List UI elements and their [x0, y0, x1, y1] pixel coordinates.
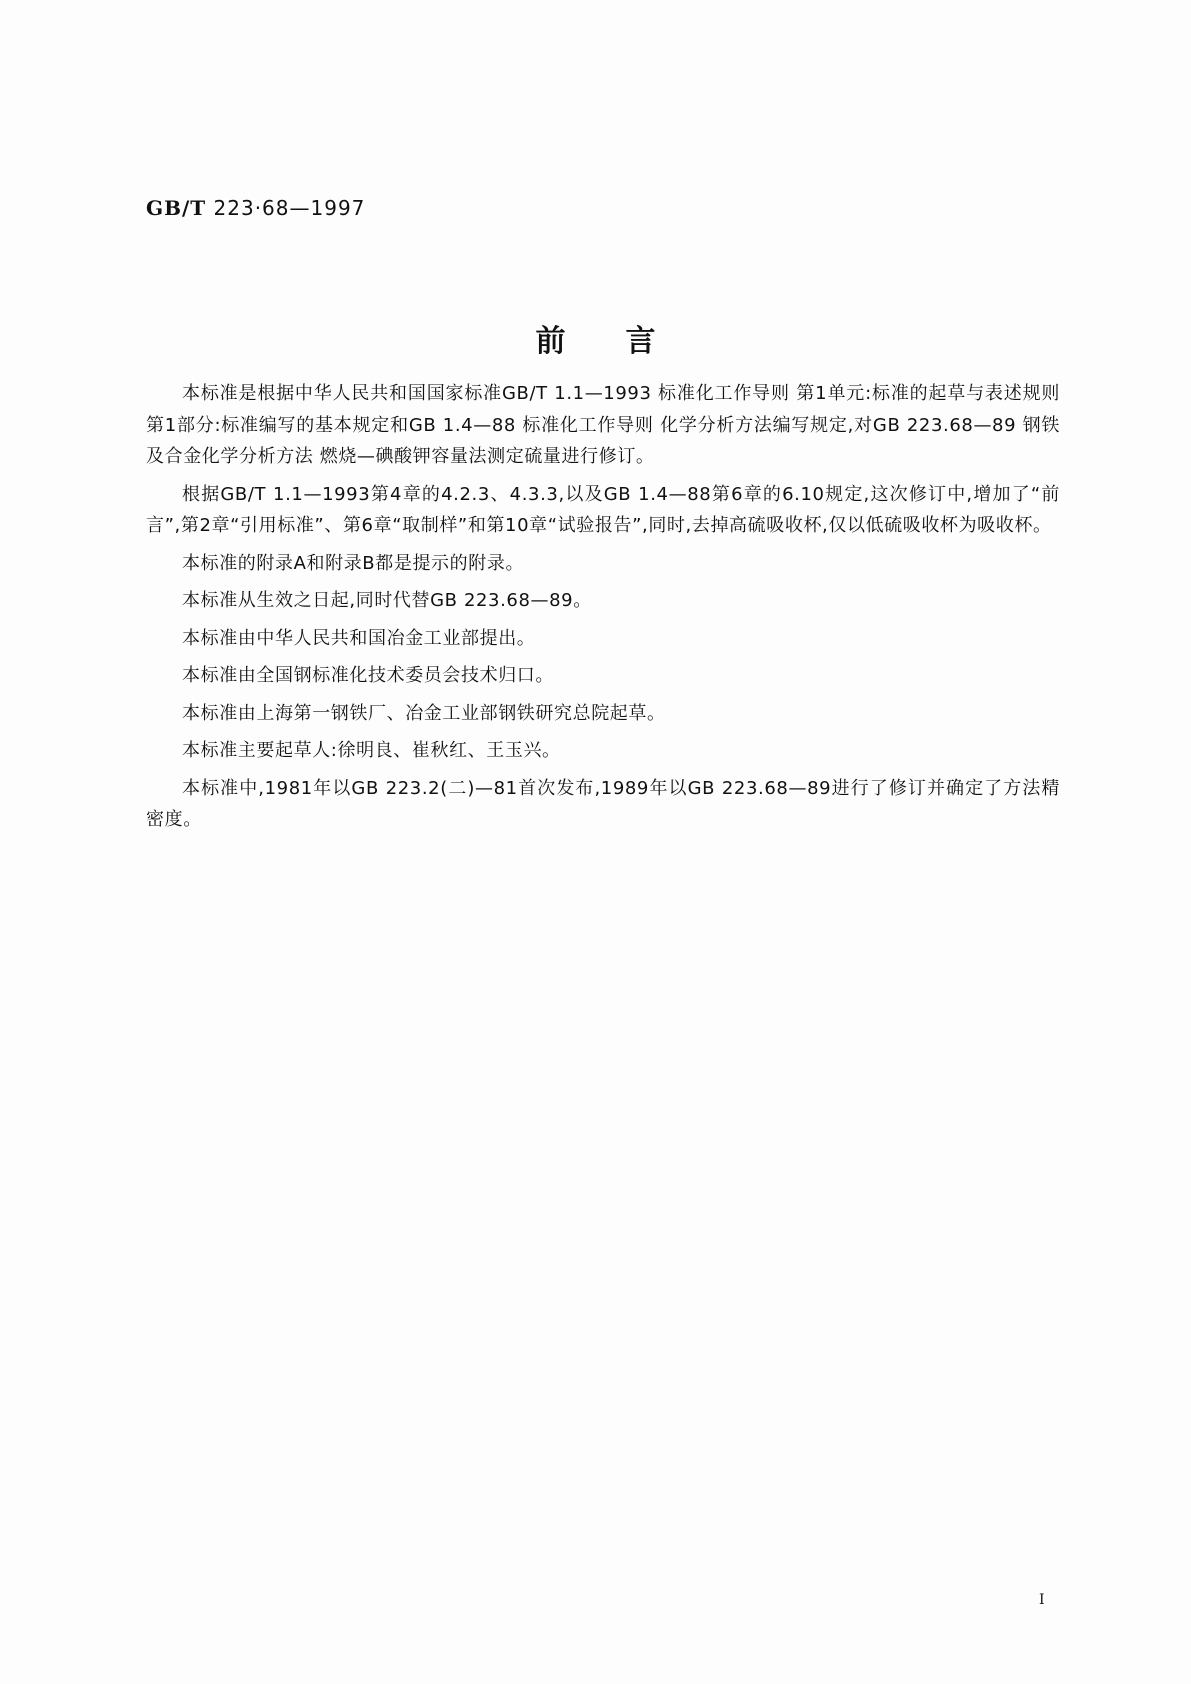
paragraph: 本标准是根据中华人民共和国国家标准GB/T 1.1—1993 标准化工作导则 第1单元:标准的起草与表述规则 第1部分:标准编写的基本规定和GB 1.4—88 标准化工作导则 化学分析方法编写规定,对GB 223.68—89 钢铁及合金化学分析方法 燃烧—碘酸钾容量法测定硫量进行修订。	[146, 383, 1060, 467]
standard-code	[146, 196, 365, 220]
paragraph: 本标准由上海第一钢铁厂、冶金工业部钢铁研究总院起草。	[182, 702, 666, 724]
paragraph: 本标准从生效之日起,同时代替GB 223.68—89。	[182, 590, 592, 611]
page-number: I	[1039, 1592, 1045, 1608]
standard-code-prefix: GB/T	[146, 196, 207, 220]
paragraph: 本标准中,1981年以GB 223.2(二)—81首次发布,1989年以GB 223.68—89进行了修订并确定了方法精密度。	[146, 777, 1060, 830]
paragraph: 本标准的附录A和附录B都是提示的附录。	[182, 552, 525, 574]
paragraph: 本标准由中华人民共和国冶金工业部提出。	[182, 627, 536, 649]
paragraph: 本标准主要起草人:徐明良、崔秋红、王玉兴。	[182, 740, 561, 761]
paragraph: 根据GB/T 1.1—1993第4章的4.2.3、4.3.3,以及GB 1.4—88第6章的6.10规定,这次修订中,增加了“前言”,第2章“引用标准”、第6章“取制样”和第10章“试验报告”,同时,去掉高硫吸收杯,仅以低硫吸收杯为吸收杯。	[146, 483, 1060, 536]
foreword-body	[146, 378, 1060, 836]
page-title: 前言	[535, 324, 716, 359]
paragraph: 本标准由全国钢标准化技术委员会技术归口。	[182, 665, 554, 686]
standard-code-number: 223·68—1997	[206, 196, 366, 220]
